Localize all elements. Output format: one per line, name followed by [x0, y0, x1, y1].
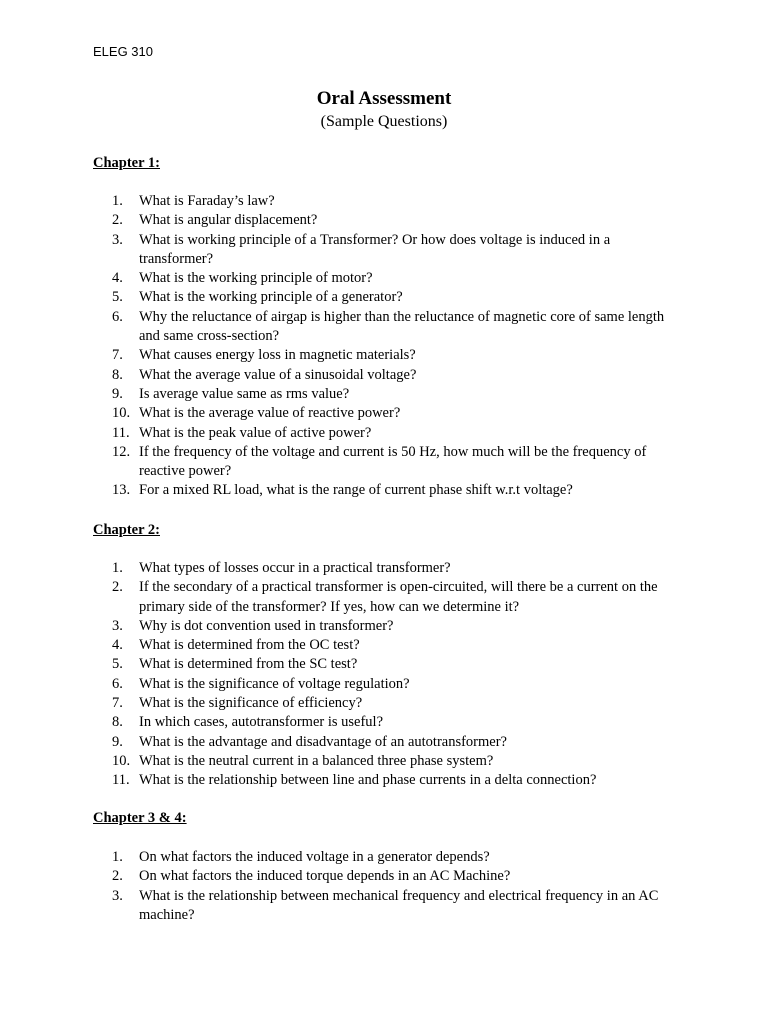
chapter-2-heading: Chapter 2: — [93, 522, 160, 538]
list-item — [0, 346, 768, 365]
chapter-2-question-list — [0, 559, 768, 791]
question-text: Why is dot convention used in transformer? — [139, 617, 394, 634]
question-number: 12. — [112, 443, 131, 460]
question-number: 3. — [112, 231, 123, 248]
question-number: 1. — [112, 849, 123, 865]
list-item — [0, 385, 768, 404]
question-number: 7. — [112, 347, 123, 364]
question-number: 9. — [112, 733, 123, 750]
question-text: What is the significance of voltage regulation? — [139, 675, 410, 692]
question-text: What is determined from the OC test? — [139, 637, 360, 654]
list-item — [0, 481, 768, 500]
list-item — [0, 559, 768, 578]
question-number: 4. — [112, 270, 123, 287]
question-text: What causes energy loss in magnetic materials? — [139, 347, 416, 364]
question-number: 11. — [112, 772, 130, 789]
list-item — [0, 733, 768, 752]
question-number: 10. — [112, 752, 131, 769]
question-number: 11. — [112, 424, 130, 441]
list-item — [0, 404, 768, 423]
list-item — [0, 192, 768, 211]
list-item — [0, 288, 768, 307]
list-item — [0, 308, 768, 347]
question-number: 5. — [112, 289, 123, 306]
list-item — [0, 675, 768, 694]
chapter-1-heading: Chapter 1: — [93, 155, 160, 171]
document-subtitle: (Sample Questions) — [320, 113, 448, 130]
question-text: What is the relationship between line and phase currents in a delta connection? — [139, 772, 597, 789]
question-number: 13. — [112, 482, 131, 499]
question-text: Why the reluctance of airgap is higher than the reluctance of magnetic core of same length and same cross-section? — [139, 308, 665, 345]
question-text: What is the advantage and disadvantage of an autotransformer? — [139, 733, 507, 750]
question-text: On what factors the induced torque depends in an AC Machine? — [139, 868, 511, 885]
list-item — [0, 655, 768, 674]
question-number: 2. — [112, 212, 123, 229]
question-number: 1. — [112, 193, 123, 209]
question-text: What is the peak value of active power? — [139, 424, 372, 441]
question-number: 6. — [112, 308, 123, 325]
list-item — [0, 771, 768, 790]
course-code: ELEG 310 — [93, 44, 153, 59]
list-item — [0, 578, 768, 617]
question-text: What is working principle of a Transformer? Or how does voltage is induced in a transformer? — [139, 231, 611, 267]
question-number: 7. — [112, 695, 123, 712]
question-text: What is Faraday’s law? — [139, 193, 275, 209]
question-number: 4. — [112, 637, 123, 654]
list-item — [0, 713, 768, 732]
question-number: 2. — [112, 868, 123, 885]
list-item — [0, 231, 768, 270]
question-text: On what factors the induced voltage in a generator depends? — [139, 849, 490, 865]
question-text: What the average value of a sinusoidal voltage? — [139, 366, 417, 383]
question-text: What is determined from the SC test? — [139, 656, 358, 673]
question-text: In which cases, autotransformer is useful? — [139, 714, 384, 731]
question-text: What is the relationship between mechanical frequency and electrical frequency in an AC machine? — [139, 887, 659, 923]
question-text: What is the working principle of a generator? — [139, 289, 403, 306]
question-number: 9. — [112, 385, 123, 402]
question-text: What is the average value of reactive power? — [139, 405, 401, 422]
question-number: 2. — [112, 579, 123, 596]
question-number: 5. — [112, 656, 123, 673]
list-item — [0, 617, 768, 636]
question-text: What is angular displacement? — [139, 212, 318, 229]
list-item — [0, 848, 768, 867]
list-item — [0, 366, 768, 385]
list-item — [0, 424, 768, 443]
question-number: 8. — [112, 714, 123, 731]
question-number: 10. — [112, 405, 131, 422]
list-item — [0, 867, 768, 886]
list-item — [0, 694, 768, 713]
question-text: What is the significance of efficiency? — [139, 695, 363, 712]
chapter-1-question-list — [0, 192, 768, 501]
list-item — [0, 269, 768, 288]
question-text: For a mixed RL load, what is the range of current phase shift w.r.t voltage? — [139, 482, 573, 499]
list-item — [0, 636, 768, 655]
question-text: What is the working principle of motor? — [139, 270, 373, 287]
question-text: If the frequency of the voltage and current is 50 Hz, how much will be the frequency of reactive power? — [139, 443, 647, 480]
question-number: 6. — [112, 675, 123, 692]
question-text: What types of losses occur in a practical transformer? — [139, 560, 451, 576]
document-title: Oral Assessment — [316, 88, 452, 109]
question-text: What is the neutral current in a balanced three phase system? — [139, 752, 494, 769]
list-item — [0, 752, 768, 771]
list-item — [0, 887, 768, 926]
chapter-3-4-question-list — [0, 848, 768, 925]
question-text: If the secondary of a practical transformer is open-circuited, will there be a current on the primary side of the transformer? If yes, how can we determine it? — [139, 579, 658, 615]
question-number: 1. — [112, 560, 123, 576]
question-text: Is average value same as rms value? — [139, 385, 350, 402]
question-number: 3. — [112, 617, 123, 634]
list-item — [0, 211, 768, 230]
list-item — [0, 443, 768, 482]
question-number: 3. — [112, 887, 123, 904]
question-number: 8. — [112, 366, 123, 383]
chapter-3-4-heading: Chapter 3 & 4: — [93, 810, 187, 826]
